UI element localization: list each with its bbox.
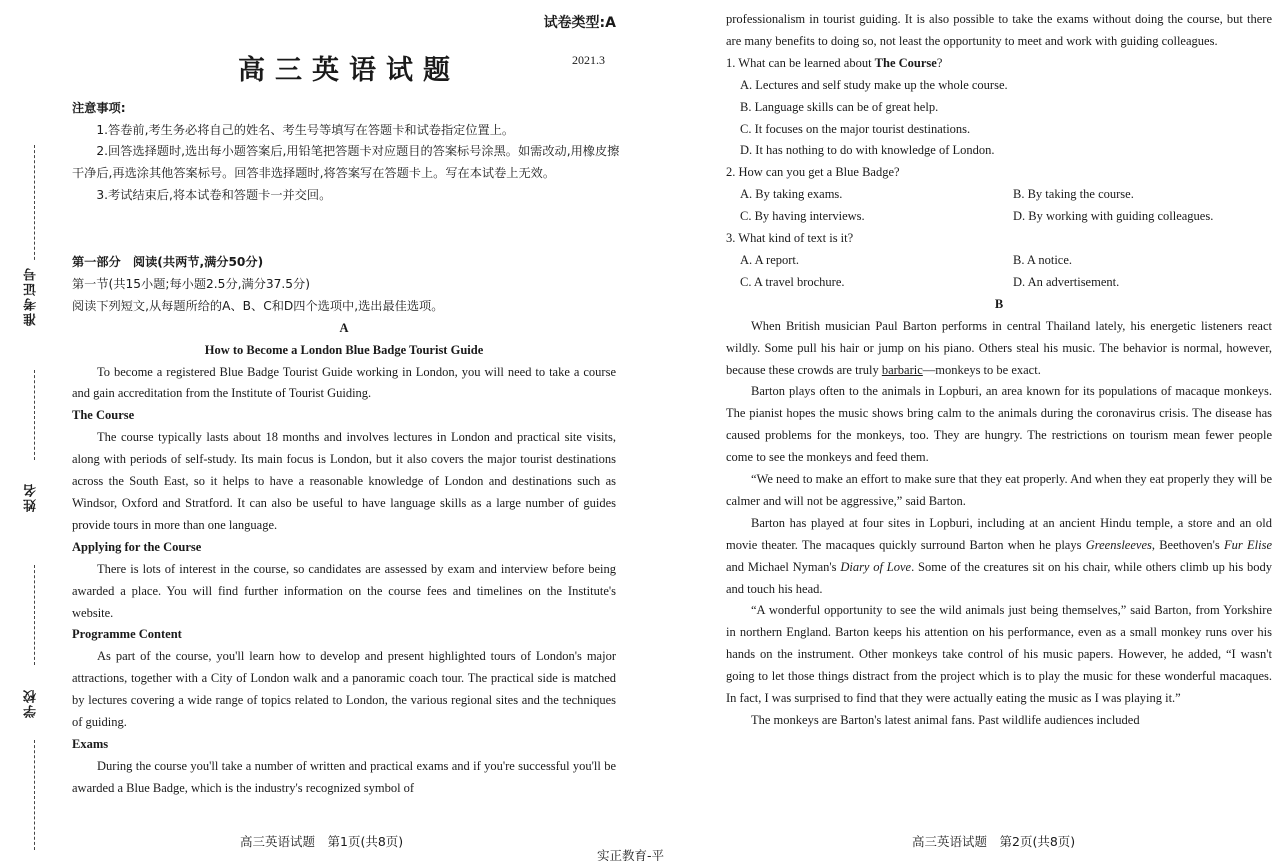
option[interactable]: B. Language skills can be of great help.	[740, 99, 939, 114]
paragraph: “A wonderful opportunity to see the wild animals just being themselves,” said Barton, from Yorkshire in northern England. Barton keeps his attention on his performance, even as a small monkey runs over his hands on the instrument. Other monkeys take control of his music papers. However, he added, “I wasn't going to let those things distract from the project which is to play the music for these wonderful macaques. In fact, I was surprised to find that they were actually eating the music as I was playing it.”	[726, 603, 1272, 706]
text-run: —monkeys to be exact.	[922, 362, 1041, 377]
part-title: 第一部分 阅读(共两节,满分50分)	[72, 255, 264, 269]
paragraph: Barton plays often to the animals in Lopburi, an area known for its populations of macaque monkeys. The pianist hopes the music shows bring calm to the animals during the coronavirus crisis. The disease has caused problems for the monkeys, too. They are hungry. The restrictions on tourism mean fewer people come to see the monkeys and feed them.	[726, 384, 1272, 465]
page-footer: 高三英语试题 第1页(共8页)	[240, 834, 404, 849]
paragraph: professionalism in tourist guiding. It is also possible to take the exams without doing the course, but there are many benefits to doing so, not least the opportunity to meet and work with guiding colleagues.	[726, 12, 1272, 48]
binding-strip	[0, 0, 52, 861]
left-content	[72, 252, 616, 800]
option[interactable]: A. Lectures and self study make up the whole course.	[740, 77, 1008, 92]
options	[726, 250, 1272, 294]
left-page	[0, 0, 640, 861]
question-text: 1. What can be learned about	[726, 55, 875, 70]
center-watermark: 实正教育-平	[597, 848, 665, 861]
notice-block	[72, 98, 620, 207]
exam-type: 试卷类型:A	[543, 15, 616, 31]
text-run: . Some of the creatures sit on his chair, while others climb up his body and touch his head.	[726, 559, 1273, 596]
question-end: ?	[936, 55, 943, 70]
subheading: Exams	[72, 736, 109, 751]
side-label-exam-id: 准考证号	[22, 262, 41, 330]
paragraph: As part of the course, you'll learn how to develop and present highlighted tours of London's major attractions, together with a City of London walk and a panoramic coach tour. The practical side is matched by lectures covering a wide range of topics related to London, the various regional sites and the techniques of guiding.	[72, 649, 616, 730]
options	[726, 75, 1272, 163]
binding-line	[34, 565, 35, 665]
page-footer: 高三英语试题 第2页(共8页)	[912, 834, 1076, 849]
option[interactable]: A. A report.	[740, 252, 800, 267]
paragraph: The monkeys are Barton's latest animal fans. Past wildlife audiences included	[751, 713, 1140, 727]
paragraph: “We need to make an effort to make sure that they eat properly. And when they eat properly they will be calmer and will not be aggressive,” said Barton.	[726, 472, 1272, 508]
page-title: 高三英语试题	[238, 55, 460, 86]
option[interactable]: B. A notice.	[1013, 252, 1073, 267]
option[interactable]: C. A travel brochure.	[740, 274, 845, 289]
paragraph	[726, 316, 1272, 382]
subheading: Programme Content	[72, 627, 182, 642]
options	[726, 184, 1272, 228]
notice-heading: 注意事项:	[72, 101, 126, 115]
italic-title: Diary of Love	[840, 559, 912, 574]
right-page	[640, 0, 1283, 861]
paragraph	[726, 513, 1272, 601]
right-content	[726, 9, 1272, 732]
notice-item: 3.考试结束后,将本试卷和答题卡一并交回。	[96, 187, 332, 202]
option[interactable]: C. It focuses on the major tourist destinations.	[740, 121, 971, 136]
passage-letter: A	[339, 320, 349, 335]
text-run: When British musician Paul Barton performs in central Thailand lately, his energetic listeners react wildly. Some pull his hair or jump on his piano. Others steal his music. The behavior is normal, however, because these crowds are truly	[726, 318, 1272, 377]
passage-title: How to Become a London Blue Badge Tourist Guide	[204, 342, 484, 357]
subheading: The Course	[72, 408, 135, 423]
paragraph: To become a registered Blue Badge Tourist Guide working in London, you will need to take a course and gain accreditation from the Institute of Tourist Guiding.	[72, 364, 616, 401]
option[interactable]: D. An advertisement.	[1013, 274, 1120, 289]
subheading: Applying for the Course	[72, 539, 202, 554]
binding-line	[34, 740, 35, 850]
paragraph: There is lots of interest in the course, so candidates are assessed by exam and interview before being awarded a place. You will find further information on the course fees and timelines on the Institute's website.	[72, 561, 616, 620]
question: 2. How can you get a Blue Badge?	[726, 165, 900, 180]
side-label-name: 姓名	[22, 478, 41, 516]
binding-line	[34, 145, 35, 265]
notice-item: 2.回答选择题时,选出每小题答案后,用铅笔把答题卡对应题目的答案标号涂黑。如需改动,用橡皮擦干净后,再选涂其他答案标号。回答非选择题时,将答案写在答题卡上。写在本试卷上无效。	[72, 144, 620, 181]
option[interactable]: B. By taking the course.	[1013, 187, 1134, 202]
text-run: and Michael Nyman's	[726, 559, 841, 574]
italic-title: Fur Elise	[1224, 537, 1272, 552]
question	[726, 53, 1272, 75]
paragraph: The course typically lasts about 18 months and involves lectures in London and practical site visits, along with periods of self-study. Its main focus is London, but it also covers the major tourist destinations across the South East, so it helps to have a reasonable knowledge of London and destinations such as Windsor, Oxford and Stratford. It can also be useful to have language skills as a large number of guides provide tours in more than one language.	[72, 430, 616, 532]
option[interactable]: C. By having interviews.	[740, 209, 865, 224]
option[interactable]: D. By working with guiding colleagues.	[1013, 209, 1214, 224]
question-bold: The Course	[874, 55, 937, 70]
section-title: 第一节(共15小题;每小题2.5分,满分37.5分)	[72, 276, 310, 291]
underlined-word: barbaric	[881, 362, 923, 377]
exam-date: 2021.3	[572, 53, 605, 67]
paragraph: During the course you'll take a number of written and practical exams and if you're successful you'll be awarded a Blue Badge, which is the industry's recognized symbol of	[72, 758, 616, 795]
text-run: Barton has played at four sites in Lopburi, including at an ancient Hindu temple, a store and an old movie theater. The macaques quickly surround Barton when he plays	[726, 515, 1272, 552]
notice-item: 1.答卷前,考生务必将自己的姓名、考生号等填写在答题卡和试卷指定位置上。	[96, 122, 515, 137]
binding-line	[34, 370, 35, 460]
text-run: , Beethoven's	[1151, 537, 1225, 552]
side-label-school: 学校	[22, 684, 41, 722]
option[interactable]: A. By taking exams.	[740, 187, 843, 202]
option[interactable]: D. It has nothing to do with knowledge of London.	[740, 143, 995, 158]
passage-letter: B	[994, 296, 1004, 311]
instruction: 阅读下列短文,从每题所给的A、B、C和D四个选项中,选出最佳选项。	[72, 298, 444, 313]
italic-title: Greensleeves	[1085, 537, 1152, 552]
question: 3. What kind of text is it?	[726, 231, 854, 246]
